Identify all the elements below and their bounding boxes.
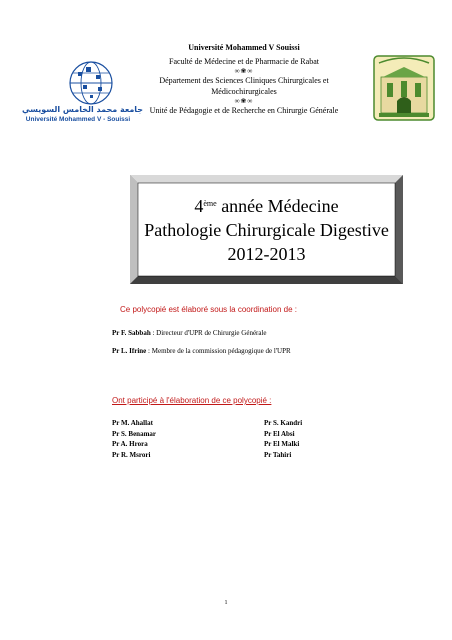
participant: Pr R. Msrori [112,450,151,459]
participant: Pr Tahiri [264,450,292,459]
title-year-line [194,194,338,218]
university-name: Université Mohammed V Souissi [188,43,300,52]
faculty-emblem [373,55,435,121]
department-line-1: Département des Sciences Cliniques Chirurgicales et [159,76,329,85]
unit-name: Unité de Pédagogie et de Recherche en Chirurgie Générale [149,106,339,115]
coordination-heading: Ce polycopié est élaboré sous la coordination de : [120,305,297,314]
coordinator-name: Pr F. Sabbah [112,329,151,337]
mosque-emblem-icon [373,55,435,121]
participant: Pr El Absi [264,429,295,438]
title-year-number: 4 [194,195,204,216]
logo-arabic-name: جامعة محمد الخامس السويسي [22,105,144,114]
title-academic-year: 2012-2013 [227,243,306,264]
coordinator-role: : Directeur d'UPR de Chirurgie Générale [150,329,267,337]
ornament: ∞❀∞ [234,67,254,75]
ornament: ∞❀∞ [234,97,254,105]
participant: Pr S. Kandri [264,419,303,427]
title-year-suffix: ème [203,198,217,208]
faculty-name: Faculté de Médecine et de Pharmacie de Rabat [169,56,319,66]
coordinator-name: Pr L. Ifrine [112,347,147,355]
participants-left-column [112,418,156,460]
title-year-rest: année Médecine [216,195,339,216]
coordinator-role: : Membre de la commission pédagogique de l'UPR [146,347,291,355]
title-text [130,175,403,284]
logo-latin-name: Université Mohammed V - Souissi [25,116,131,123]
department-line-2: Médicochirurgicales [211,86,277,96]
header-block [140,43,348,117]
title-box [130,175,403,284]
participant: Pr El Malki [264,440,300,448]
participant: Pr M. Ahallat [112,419,153,427]
participants-right-column [264,418,302,460]
page-number: 1 [224,600,228,606]
participant: Pr A. Hrora [112,440,148,448]
participant: Pr S. Benamar [112,429,157,438]
coordinator-1 [112,329,267,337]
university-logo [12,58,142,128]
participants-heading: Ont participé à l'élaboration de ce polycopié : [112,396,272,405]
coordinator-2 [112,347,291,355]
title-subject: Pathologie Chirurgicale Digestive [144,219,389,240]
